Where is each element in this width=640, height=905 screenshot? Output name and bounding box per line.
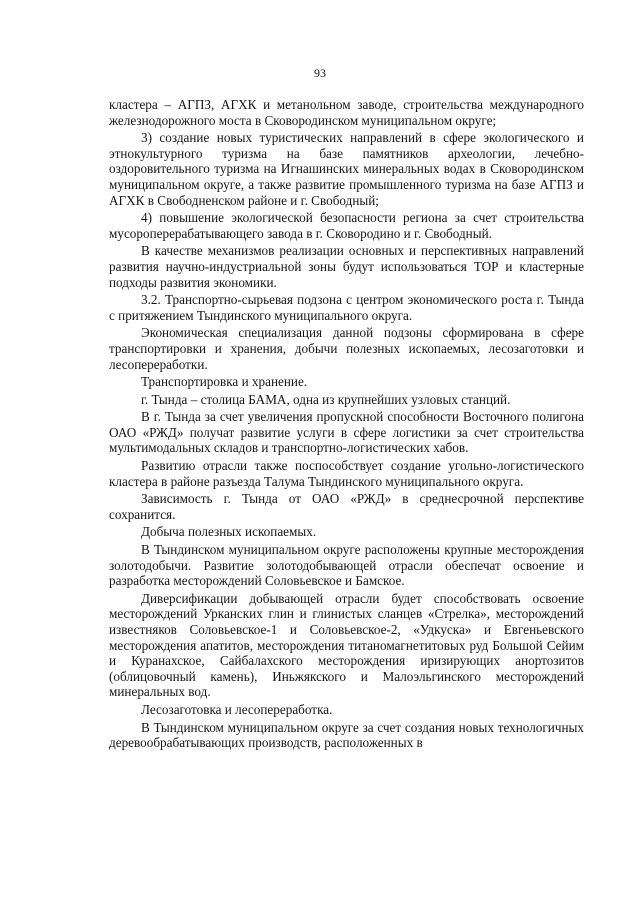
paragraph: В качестве механизмов реализации основных и перспективных направлений развития научно-индустриальной зоны будут использоваться ТОР и кластерные подходы развития экономики. xyxy=(109,243,584,290)
paragraph: Зависимость г. Тында от ОАО «РЖД» в среднесрочной перспективе сохранится. xyxy=(109,491,584,522)
paragraph: Диверсификации добывающей отрасли будет способствовать освоение месторождений Урканских глин и глинистых сланцев «Стрелка», месторождений известняков Соловьевское-1 и Соловьевское-2, «Удкуска» и Евгеньевского месторождения апатитов, месторождения титаномагнетитовых руд Большой Сейим и Куранахское, Сайбалахского месторождения иризирующих анортозитов (облицовочный камень), Иньжякского и Малоэльгинского месторождений минеральных вод. xyxy=(109,590,584,700)
page-number: 93 xyxy=(314,66,326,80)
paragraph: В Тындинском муниципальном округе за счет создания новых технологичных деревообрабатывающих производств, расположенных в xyxy=(109,719,584,751)
paragraph: Развитию отрасли также поспособствует создание угольно-логистического кластера в районе разъезда Талума Тындинского муниципального округа. xyxy=(109,458,584,489)
paragraph: 3) создание новых туристических направлений в сфере экологического и этнокультурного туризма на базе памятников археологии, лечебно-оздоровительного туризма на Игнашинских минеральных водах в Сковородинском муниципальном округе, а также развитие промышленного туризма на базе АГПЗ и АГХК в Свободненском районе и г. Свободный; xyxy=(109,130,584,208)
subheading: Транспортировка и хранение. xyxy=(141,374,308,390)
document-body xyxy=(109,97,584,753)
section-heading: 3.2. Транспортно-сырьевая подзона с центром экономического роста г. Тында с притяжением Тындинского муниципального округа. xyxy=(109,292,584,323)
paragraph: кластера – АГПЗ, АГХК и метанольном заводе, строительства международного железнодорожного моста в Сковородинском муниципальном округе; xyxy=(109,97,584,128)
paragraph: 4) повышение экологической безопасности региона за счет строительства мусороперерабатывающего завода в г. Сковородино и г. Свободный. xyxy=(109,210,584,241)
paragraph: г. Тында – столица БАМА, одна из крупнейших узловых станций. xyxy=(141,391,511,407)
subheading: Лесозаготовка и лесопереработка. xyxy=(141,701,333,717)
paragraph: В г. Тында за счет увеличения пропускной способности Восточного полигона ОАО «РЖД» получат развитие услуги в сфере логистики за счет строительства мультимодальных складов и транспортно-логистических хабов. xyxy=(109,409,584,456)
paragraph: В Тындинском муниципальном округе расположены крупные месторождения золотодобычи. Развитие золотодобывающей отрасли обеспечат освоение и разработка месторождений Соловьевское и Бамское. xyxy=(109,542,584,589)
subheading: Добыча полезных ископаемых. xyxy=(141,524,317,540)
paragraph: Экономическая специализация данной подзоны сформирована в сфере транспортировки и хранения, добычи полезных ископаемых, лесозаготовки и лесопереработки. xyxy=(109,325,584,372)
